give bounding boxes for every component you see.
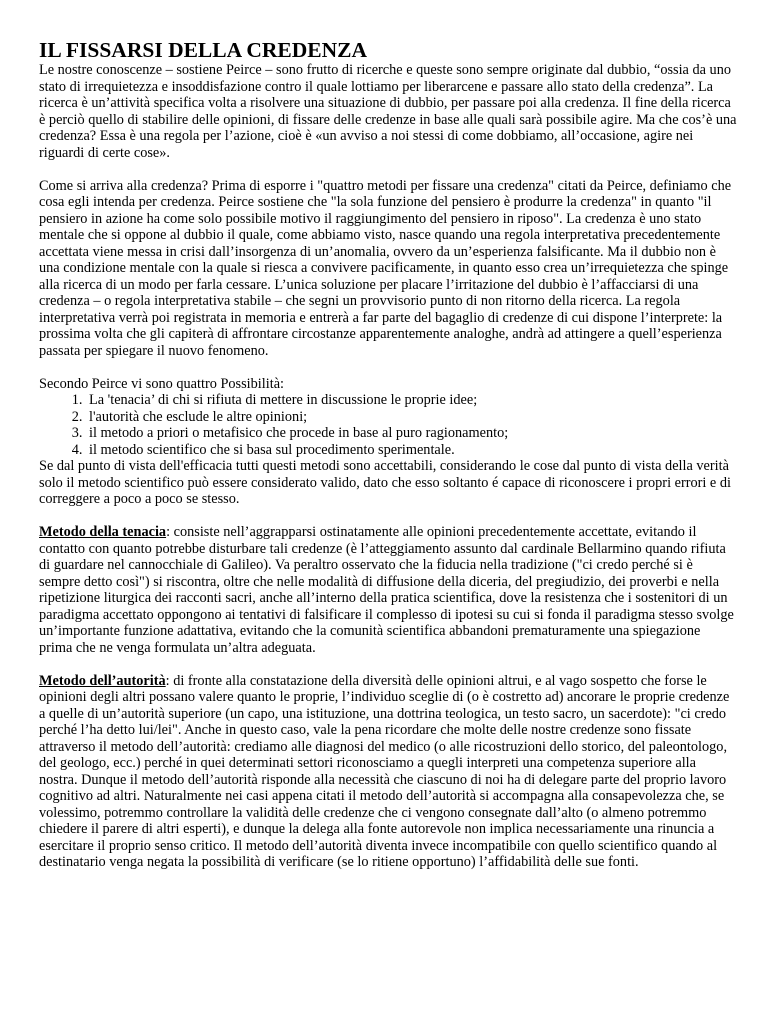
- list-item: 1. La 'tenacia’ di chi si rifiuta di mettere in discussione le proprie idee;: [86, 392, 737, 409]
- document-title: IL FISSARSI DELLA CREDENZA: [39, 38, 367, 62]
- list-item: 3. il metodo a priori o metafisico che procede in base al puro ragionamento;: [86, 425, 737, 442]
- list-item: 2. l'autorità che esclude le altre opinioni;: [86, 409, 737, 426]
- paragraph-spacer: [39, 656, 737, 673]
- paragraph-spacer: [39, 508, 737, 525]
- paragraph-credenza: Come si arriva alla credenza? Prima di esporre i "quattro metodi per fissare una credenza" citati da Peirce, definiamo che cosa egli intenda per credenza. Peirce sostiene che "la sola funzione del pensiero è produrre la credenza" in quanto "il pensiero in azione ha come solo possibile motivo il raggiungimento del pensiero in riposo". La credenza è uno stato mentale che si oppone al dubbio il quale, come abbiamo visto, nasce quando una regola interpretativa precedentemente accettata viene messa in crisi dall’insorgenza di un’anomalia, ovvero da un’esperienza falsificante. Ma il dubbio non è una condizione mentale con la quale si riesca a convivere pacificamente, in quanto esso crea un’irrequietezza che spinge alla ricerca di un modo per farla cessare. L’unica soluzione per placare l’irritazione del dubbio è l’affacciarsi di una credenza – o regola interpretativa stabile – che segni un provvisorio punto di non ritorno della ricerca. La regola interpretativa verrà poi registrata in memoria e entrerà a far parte del bagaglio di credenze di cui dispone l’interprete: la prossima volta che gli capiterà di affrontare circostanze apparentemente analoghe, andrà ad attingere a quell’esperienza passata per spiegare il nuovo fenomeno.: [39, 177, 732, 359]
- section-body-autorita: : di fronte alla constatazione della diversità delle opinioni altrui, e al vago sospetto che forse le opinioni degli altri possano valere quanto le proprie, l’individuo sceglie di (o è costretto ad) ancorare le proprie credenze a quelle di un’autorità superiore (un capo, una istituzione, una dottrina teologica, un testo sacro, un sacerdote): "ci credo perché l’ha detto lui/lei". Anche in questo caso, vale la pena ricordare che molte delle nostre credenze sono fissate attraverso il metodo dell’autorità: crediamo alle diagnosi del medico (o alle ricostruzioni dello storico, del paleontologo, del geologo, ecc.) perché in quei determinati settori riconosciamo a quegli interpreti una competenza superiore alla nostra. Dunque il metodo dell’autorità risponde alla necessità che ciascuno di noi ha di delegare parte del proprio lavoro cognitivo ad altri. Naturalmente nei casi appena citati il metodo dell’autorità si accompagna alla consapevolezza che, se volessimo, potremmo controllare la validità delle credenze che ci vengono consegnate dall’alto (o almeno potremmo chiedere il parere di altri esperti), e dunque la delega alla fonte autorevole non implica necessariamente una rinuncia a esercitare il proprio senso critico. Il metodo dell’autorità diventa invece incompatibile con quello scientifico quando al destinatario venga negata la possibilità di verificare (se lo ritiene opportuno) l’affidabilità delle sue fonti.: [39, 672, 730, 870]
- section-heading-autorita: Metodo dell’autorità: [39, 672, 166, 689]
- paragraph-spacer: [39, 161, 737, 178]
- methods-list: [39, 392, 737, 458]
- paragraph-autorita: [39, 673, 737, 871]
- paragraph-intro: Le nostre conoscenze – sostiene Peirce – sono frutto di ricerche e queste sono sempre originate dal dubbio, “ossia da uno stato di irrequietezza e insoddisfazione contro il quale lottiamo per liberarcene e passare allo stato della credenza”. La ricerca è un’attività specifica volta a risolvere una situazione di dubbio, per passare poi alla credenza. Il fine della ricerca è perciò quello di stabilire delle opinioni, di fissare delle credenze in base alle quali sarà possibile agire. Ma che cos’è una credenza? Essa è una regola per l’azione, cioè è «un avviso a noi stessi di come dobbiamo, all’occasione, agire nei riguardi di certe cose».: [39, 62, 737, 161]
- document-page: [39, 38, 737, 871]
- list-intro: Secondo Peirce vi sono quattro Possibilità:: [39, 375, 285, 392]
- section-heading-tenacia: Metodo della tenacia: [39, 524, 167, 540]
- section-body-tenacia: : consiste nell’aggrapparsi ostinatamente alle opinioni precedentemente accettate, evitando il contatto con quanto potrebbe disturbare tali credenze (è l’atteggiamento assunto dal cardinale Bellarmino quando rifiuta di guardare nel cannocchiale di Galileo). Va peraltro osservato che la fiducia nella tradizione ("ci credo perché si è sempre detto così") si riscontra, oltre che nelle modalità di diffusione della diceria, del pregiudizio, dei proverbi e nella ripetizione liturgica dei racconti sacri, anche all’interno della pratica scientifica, dove la resistenza che i sostenitori di un paradigma accettato oppongono ai tentativi di falsificare il complesso di ipotesi su cui si fonda il paradigma stesso svolge un’importante funzione adattativa, evitando che la comunità scientifica abbandoni prematuramente una spiegazione prima che ne venga formulata un’altra adeguata.: [39, 524, 734, 656]
- paragraph-spacer: [39, 359, 737, 376]
- paragraph-verita: Se dal punto di vista dell'efficacia tutti questi metodi sono accettabili, considerando le cose dal punto di vista della verità solo il metodo scientifico può essere considerato valido, dato che esso soltanto é capace di riconoscere i propri errori e di correggere a poco a poco se stesso.: [39, 458, 731, 507]
- list-item: 4. il metodo scientifico che si basa sul procedimento sperimentale.: [86, 442, 737, 459]
- paragraph-tenacia: [39, 524, 737, 656]
